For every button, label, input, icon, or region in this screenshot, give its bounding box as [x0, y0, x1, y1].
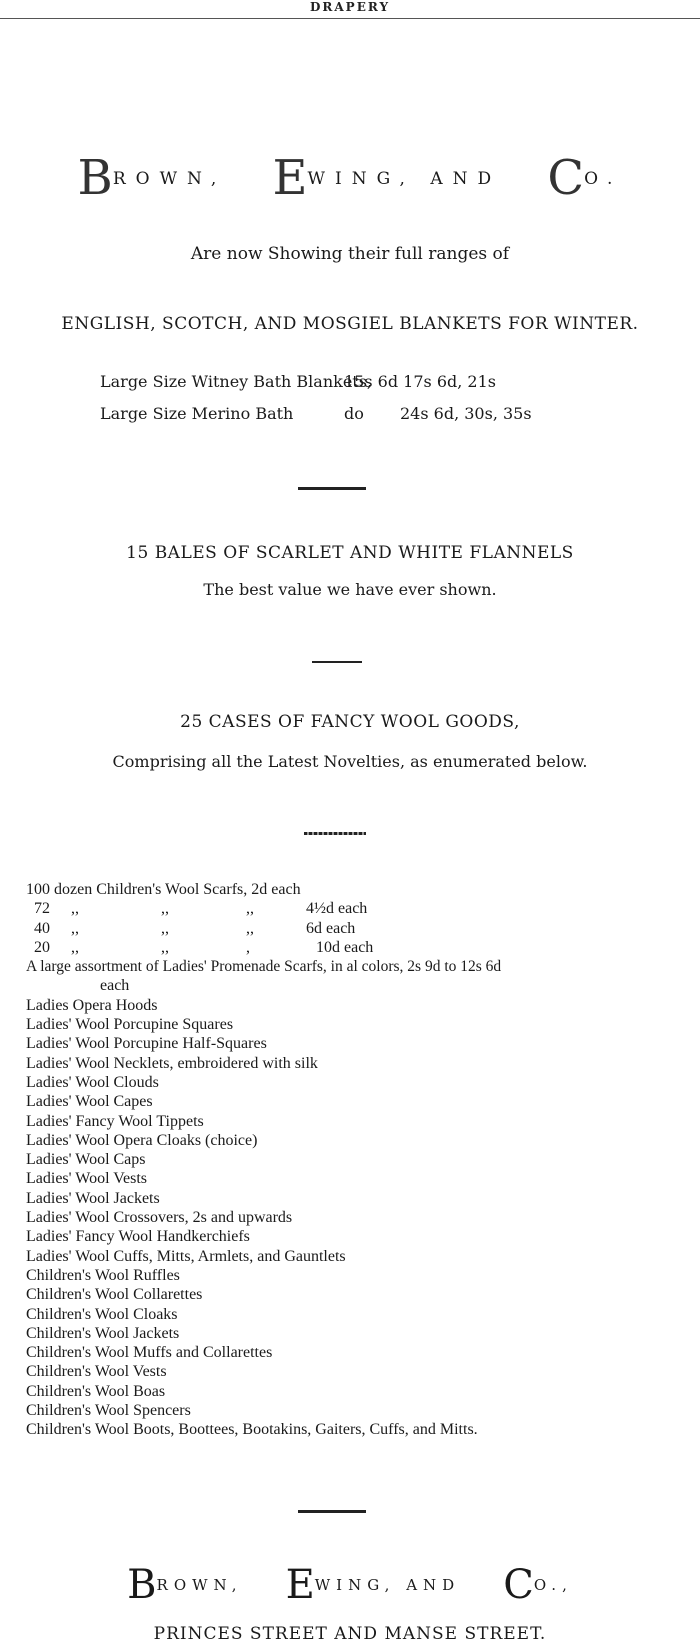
list-item [26, 1112, 700, 1131]
list-item-text: Children's Wool Vests [26, 1363, 167, 1381]
price-item: Large Size Witney Bath Blankets, [100, 372, 373, 391]
list-item [26, 996, 700, 1015]
divider [298, 487, 366, 490]
list-item [26, 1324, 700, 1343]
list-item-text: Ladies Opera Hoods [26, 996, 158, 1014]
list-item [26, 1382, 700, 1401]
list-item [26, 1266, 700, 1285]
list-item [26, 1420, 700, 1439]
wool-items [26, 996, 700, 1440]
firm-word-o: O. [584, 169, 623, 189]
wool-subline: Comprising all the Latest Novelties, as enumerated below. [112, 752, 588, 771]
list-item-text: Children's Wool Jackets [26, 1324, 180, 1342]
price-value: 15s 6d 17s 6d, 21s [344, 372, 496, 391]
list-item-text: Children's Wool Collarettes [26, 1286, 203, 1304]
address-line: PRINCES STREET AND MANSE STREET. [153, 1624, 547, 1644]
list-item-text: Children's Wool Boas [26, 1382, 166, 1400]
list-item [26, 1073, 700, 1092]
blankets-heading: ENGLISH, SCOTCH, AND MOSGIEL BLANKETS FOR WINTER. [61, 314, 639, 334]
list-item-text: Ladies' Wool Crossovers, 2s and upwards [26, 1209, 293, 1227]
list-item-text: Ladies' Wool Caps [26, 1151, 146, 1169]
list-item-text: Ladies' Wool Porcupine Half-Squares [26, 1035, 267, 1053]
firm-word-wing: WING, AND [307, 169, 502, 189]
wool-heading: 25 CASES OF FANCY WOOL GOODS, [180, 712, 520, 732]
list-item [26, 1169, 700, 1188]
list-item: 20 ,, ,, , 10d each [34, 938, 374, 956]
list-item [26, 1208, 700, 1227]
list-item [26, 1054, 700, 1073]
price-ditto: do [344, 404, 364, 423]
list-item-text: Children's Wool Boots, Boottees, Bootakins, Gaiters, Cuffs, and Mitts. [26, 1421, 478, 1439]
intro-line: Are now Showing their full ranges of [190, 244, 510, 264]
list-item [26, 1247, 700, 1266]
list-item [26, 1189, 700, 1208]
firm-initial-c: C [503, 1562, 534, 1608]
list-item-text: Ladies' Wool Jackets [26, 1189, 160, 1207]
list-item: 72 ,, ,, ,, 4½d each [34, 900, 368, 918]
flannels-subline: The best value we have ever shown. [203, 580, 497, 599]
list-item-text: Children's Wool Spencers [26, 1402, 191, 1420]
firm-initial-c: C [547, 150, 585, 206]
list-item-text: Ladies' Fancy Wool Handkerchiefs [26, 1228, 250, 1246]
list-item-text: Children's Wool Cloaks [26, 1305, 178, 1323]
firm-initial-b: B [127, 1562, 157, 1608]
firm-word-o: O., [533, 1576, 573, 1594]
list-item: A large assortment of Ladies' Promenade Scarfs, in al colors, 2s 9d to 12s 6d [26, 958, 502, 976]
divider [312, 661, 362, 663]
list-item [26, 1362, 700, 1381]
firm-word-rown: ROWN, [112, 169, 227, 189]
list-item [26, 1285, 700, 1304]
list-item-text: Ladies' Wool Opera Cloaks (choice) [26, 1131, 258, 1149]
list-item-text: Ladies' Wool Clouds [26, 1073, 159, 1091]
price-value: 24s 6d, 30s, 35s [400, 404, 532, 423]
list-item-text: Ladies' Wool Capes [26, 1093, 153, 1111]
list-item [26, 1092, 700, 1111]
divider [298, 1510, 366, 1513]
list-item [26, 1131, 700, 1150]
list-item [26, 1150, 700, 1169]
flannels-heading: 15 BALES OF SCARLET AND WHITE FLANNELS [126, 543, 574, 563]
list-item-text: Children's Wool Muffs and Collarettes [26, 1344, 273, 1362]
list-item-text: Ladies' Wool Necklets, embroidered with silk [26, 1054, 318, 1072]
firm-name-top [0, 150, 700, 206]
firm-name-bottom [0, 1562, 700, 1608]
list-item: each [100, 977, 130, 995]
firm-word-wing: WING, AND [314, 1576, 461, 1594]
list-item [26, 1034, 700, 1053]
list-item [26, 1401, 700, 1420]
list-item: 40 ,, ,, ,, 6d each [34, 919, 356, 937]
list-item-text: Ladies' Wool Porcupine Squares [26, 1016, 234, 1034]
list-item [26, 1305, 700, 1324]
firm-initial-b: B [77, 150, 113, 206]
list-item-text: Ladies' Fancy Wool Tippets [26, 1112, 204, 1130]
divider [304, 832, 366, 835]
list-item [26, 1015, 700, 1034]
list-item-text: Ladies' Wool Cuffs, Mitts, Armlets, and Gauntlets [26, 1247, 346, 1265]
price-item: Large Size Merino Bath [100, 404, 294, 423]
section-header: DRAPERY [309, 0, 391, 14]
goods-list [26, 880, 700, 1440]
list-item: 100 dozen Children's Wool Scarfs, 2d each [26, 881, 301, 898]
list-item-text: Ladies' Wool Vests [26, 1170, 147, 1188]
top-rule [0, 18, 700, 19]
firm-word-rown: ROWN, [156, 1576, 243, 1594]
list-item [26, 1343, 700, 1362]
firm-initial-e: E [285, 1562, 315, 1608]
list-item-text: Children's Wool Ruffles [26, 1266, 180, 1284]
list-item [26, 1227, 700, 1246]
firm-initial-e: E [272, 150, 308, 206]
